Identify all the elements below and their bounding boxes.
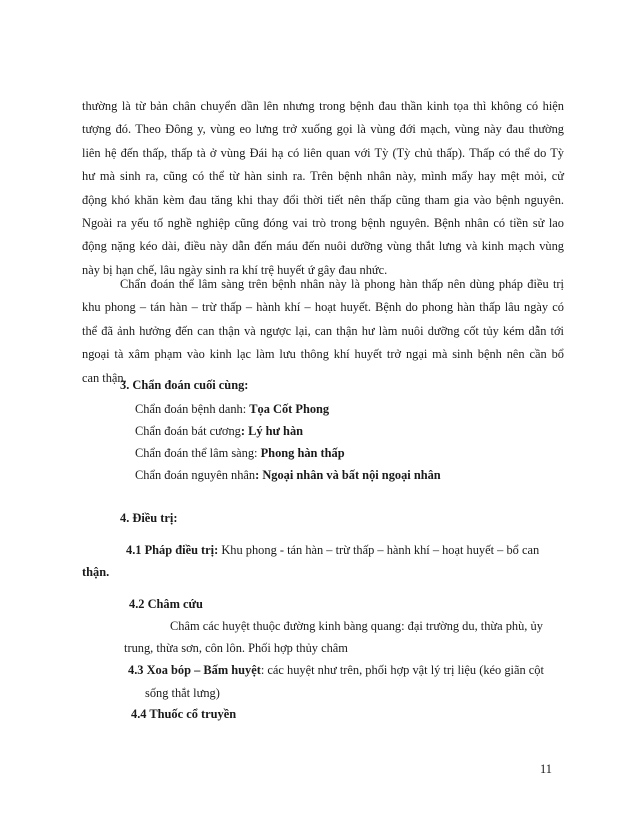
text-line: động khó khăn kèm đau tăng khi thay đổi thời tiết nên thấp cũng tham gia vào bệnh nguyên. bbox=[82, 192, 564, 207]
section-4-1-continuation: thận. bbox=[82, 565, 110, 579]
section-4-heading: 4. Điều trị: bbox=[120, 511, 178, 525]
text-line: thường là từ bản chân chuyển dần lên nhưng trong bệnh đau thần kinh tọa thì không có hiện bbox=[82, 99, 564, 113]
diagnosis-value: Tọa Cốt Phong bbox=[249, 402, 330, 416]
diagnosis-item-disease-name bbox=[135, 399, 329, 419]
diagnosis-label: Chẩn đoán nguyên nhân bbox=[135, 468, 256, 482]
page-number: 11 bbox=[540, 762, 552, 776]
diagnosis-item-clinical-type bbox=[135, 443, 345, 463]
section-4-2-text: Châm các huyệt thuộc đường kinh bàng quang: đại trường du, thừa phù, ủy bbox=[170, 619, 543, 633]
diagnosis-value: Phong hàn thấp bbox=[260, 446, 345, 460]
section-4-4-title: 4.4 Thuốc cổ truyền bbox=[131, 707, 237, 721]
paragraph-diagnosis-explanation bbox=[82, 95, 564, 282]
section-4-3-continuation: sống thắt lưng) bbox=[145, 686, 220, 700]
text-line: thể đã ảnh hưởng đến can thận và ngược lại, can thận hư làm nuôi dưỡng cốt tủy kém dẫn tới bbox=[82, 323, 564, 338]
diagnosis-value: : Lý hư hàn bbox=[240, 424, 304, 438]
diagnosis-label: Chẩn đoán bát cương bbox=[135, 424, 241, 438]
diagnosis-label: Chẩn đoán thể lâm sàng: bbox=[135, 446, 261, 460]
text-line: tượng đó. Theo Đông y, vùng eo lưng trở xuống gọi là vùng đới mạch, vùng này đau thường bbox=[82, 122, 564, 137]
text-line: hư mà sinh ra, cũng có thể từ hàn sinh ra. Trên bệnh nhân này, mình mẩy hay mệt mỏi, cử bbox=[82, 169, 564, 184]
section-4-1-text: Khu phong - tán hàn – trừ thấp – hành khí – hoạt huyết – bổ can bbox=[218, 543, 540, 557]
section-4-3-title: 4.3 Xoa bóp – Bấm huyệt bbox=[128, 663, 261, 677]
diagnosis-label: Chẩn đoán bệnh danh: bbox=[135, 402, 250, 416]
section-4-1-line bbox=[126, 540, 564, 560]
section-4-3-line bbox=[128, 660, 544, 680]
section-4-1-title: 4.1 Pháp điều trị: bbox=[126, 543, 219, 557]
text-line: can thận. bbox=[82, 370, 127, 385]
text-line: Ngoài ra yếu tố nghề nghiệp cũng đóng vai trò trong bệnh nguyên. Bệnh nhân có tiền sử lao bbox=[82, 216, 564, 231]
diagnosis-item-cause bbox=[135, 465, 441, 485]
text-line: khu phong – tán hàn – trừ thấp – hành khí – hoạt huyết. Bệnh do phong hàn thấp lâu ngày có bbox=[82, 300, 564, 315]
text-line: động nặng kéo dài, điều này dẫn đến máu đến nuôi dưỡng vùng thắt lưng và kinh mạch vùng bbox=[82, 239, 564, 254]
diagnosis-item-eight-principles bbox=[135, 421, 303, 441]
text-line: liên hệ đến thấp, thấp tà ở vùng Đái hạ có liên quan với Tỳ (Tỳ chủ thấp). Thấp có thể do Tỳ bbox=[82, 145, 564, 160]
diagnosis-value: : Ngoại nhân và bất nội ngoại nhân bbox=[255, 468, 441, 482]
text-line: Chẩn đoán thể lâm sàng trên bệnh nhân này là phong hàn thấp nên dùng pháp điều trị bbox=[120, 277, 564, 291]
section-3-heading: 3. Chẩn đoán cuối cùng: bbox=[120, 378, 249, 392]
section-4-2-text-continuation: trung, thừa sơn, côn lôn. Phối hợp thủy châm bbox=[124, 641, 348, 655]
text-line: ngoại tà xâm phạm vào kinh lạc làm lưu thông khí huyết trở ngại mà sinh bệnh nên cần bổ bbox=[82, 347, 564, 362]
text-line: này bị hạn chế, lâu ngày sinh ra khí trệ huyết ứ gây đau nhức. bbox=[82, 262, 388, 277]
section-4-2-title: 4.2 Châm cứu bbox=[129, 597, 203, 611]
section-4-3-text: : các huyệt như trên, phối hợp vật lý trị liệu (kéo giãn cột bbox=[260, 663, 544, 677]
paragraph-clinical-diagnosis bbox=[82, 273, 564, 390]
